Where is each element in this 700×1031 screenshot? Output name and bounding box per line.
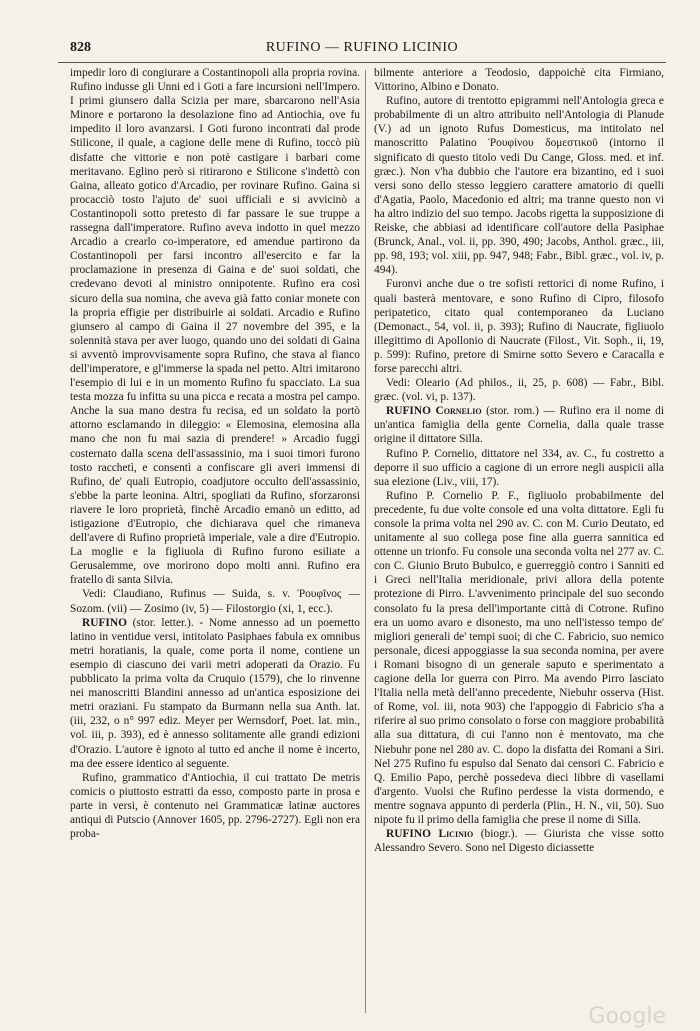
entry-headword: RUFINO Licinio [386,828,474,841]
paragraph-text: Rufino, grammatico d'Antiochia, il cui trattato De metris comicis o piuttosto estratti da esso, composto parte in prosa e parte in versi, è contenuto nei Grammaticæ latinæ auctores antiqui di Putscio (Annover 1605, pp. 2796-2727). Egli non era proba- [70,771,360,841]
paragraph-text: (biogr.). — Giurista che visse sotto Alessandro Severo. Sono nel Digesto diciassette [374,828,664,855]
entry-headword: RUFINO [82,616,127,629]
paragraph [70,616,360,771]
entry-headword: RUFINO Cornelio [386,405,482,418]
paragraph-text: Furonvi anche due o tre sofisti rettorici di nome Rufino, i quali basterà mentovare, e sono Rufino di Cipro, filosofo peripatetico, citato qual contemporaneo da Luciano (Demonact., 54, vol. ii, p. 393); Rufino di Naucrate, figliuolo illegittimo di Apollonio di Naucrate (Filost., Vit. Soph., ii, 19, p. 599): Rufino, pretore di Smirne sotto Severo e Caracalla e forse parecchi altri. [374,278,664,375]
paragraph-text: Rufino P. Cornelio, dittatore nel 334, av. C., fu costretto a deporre il suo ufficio a cagione di un errore negli auspicii alla sua elezione (Liv., viii, 17). [374,447,664,488]
paragraph-text: (stor. letter.). - Nome annesso ad un poemetto latino in ventidue versi, intitolato Pasiphaes fabula ex omnibus metri horatianis, la quale, come porta il nome, contiene un esempio di ciascuno dei varii metri adoperati da Orazio. Fu pubblicato la prima volta da Cruquio (1579), che lo rinvenne nei manoscritti Blandini annesso ad un'antica esposizione dei metri oraziani. Fu stampato da Burmann nella sua Anth. lat. (iii, 232, o n° 997 ediz. Meyer per Wernsdorf, Poet. lat. min., vol. iii, p. 393), ed è annesso solitamente alle grandi edizioni d'Orazio. L'autore è ignoto al tutto ed anche il nome è incerto, ma dee essere identico al seguente. [70,616,360,770]
paragraph-text: Rufino, autore di trentotto epigrammi nell'Antologia greca e probabilmente di un altro attribuito nell'Antologia di Planude (V.) ad un ignoto Rufus Domesticus, ma intitolato nel manoscritto Palatino Ῥουφίνου δομεστικοῦ (intorno il significato di questo titolo vedi Du Cange, Gloss. med. et inf. græc.). Non v'ha dubbio che l'autore era bizantino, ed i suoi versi sono dello stesso leggiero carattere amatorio di quelli d'Agatia, Paolo, Macedonio ed altri; ma tranne questo non vi ha altro indizio del suo tempo. Jacobs rigetta la supposizione di Reiske, che abbiasi ad identificare coll'autore della Pasiphae (Brunck, Anal., vol. ii, pp. 390, 490; Jacobs, Anthol. græc., iii, pp. 98, 193; vol. xiii, pp. 947, 948; Fabr., Bibl. græc., vol. iv, p. 494). [374,95,664,277]
paragraph [374,827,664,855]
paragraph-text: Vedi: Oleario (Ad philos., ii, 25, p. 608) — Fabr., Bibl. græc. (vol. vi, p. 137). [374,377,664,404]
column-divider [365,70,366,1013]
text-columns [58,66,666,1013]
paragraph [374,376,664,404]
watermark: Google [588,1004,666,1029]
running-title: RUFINO — RUFINO LICINIO [265,40,459,55]
paragraph [70,771,360,841]
paragraph-text: Rufino P. Cornelio P. F., figliuolo probabilmente del precedente, fu due volte console ed una volta dittatore. Egli fu console la prima volta nel 290 av. C. con M. Curio Deutato, ed unitamente al suo collega pose fine alla guerra sannitica ed ottenne un trionfo. Fu console una seconda volta nel 277 av. C. con C. Giunio Bruto Bubulco, e guerreggiò contro i Sanniti ed i Greci nell'Italia meridionale, privi allora della potente protezione di Pirro. L'avvenimento principale del suo secondo consolato fu la presa dell'importante città di Cotrone. Rufino era un uomo avaro e disonesto, ma uno nell'istesso tempo de' migliori generali de' tempi suoi; di che C. Fabricio, suo nemico personale, dicesi appoggiasse la sua seconda nomina, per avere i Romani bisogno di un generale saputo e sperimentato a cagione della lor guerra con Pirro. Ma avendo Pirro lasciato l'Italia nella metà dell'anno precedente, Niebuhr osserva (Hist. of Rome, vol. iii, nota 903) che l'appoggio di Fabricio s'ha a riferire al suo primo consolato o forse con maggiore probabilità alla sua dittatura, di cui l'anno non è mentovato, ma che Niebuhr pone nel 280 av. C. dopo la disfatta dei Romani a Siri. Nel 275 Rufino fu espulso dal Senato dai censori C. Fabricio e Q. Emilio Papo, perchè possedeva dieci libbre di vasellami d'argento. Vuolsi che Rufino perdesse la vista dormendo, e mentre sognava appunto di perderla (Plin., H. N., vii, 50). Suo nipote fu il primo della famiglia che prese il nome di Silla. [374,489,664,826]
paragraph [374,277,664,376]
document-page [58,38,666,1013]
paragraph-text: bilmente anteriore a Teodosio, dappoichè cita Firmiano, Vittorino, Albino e Donato. [374,67,664,94]
paragraph [70,587,360,615]
right-column [374,66,664,855]
paragraph [374,66,664,94]
paragraph-text: (stor. rom.) — Rufino era il nome di un'antica famiglia della gente Cornelia, dalla quale trasse origine il dittatore Silla. [374,405,664,446]
left-column [70,66,360,841]
paragraph [374,447,664,489]
paragraph [374,489,664,827]
page-header [58,38,666,63]
paragraph [374,404,664,446]
page-number: 828 [70,40,91,55]
paragraph-text: Vedi: Claudiano, Rufinus — Suida, s. v. Ῥουφῖνος — Sozom. (vii) — Zosimo (iv, 5) — Filostorgio (xi, 1, ecc.). [70,588,360,615]
paragraph-text: impedir loro di congiurare a Costantinopoli alla propria rovina. Rufino indusse gli Unni ed i Goti a fare incursioni nell'Impero. I primi giunsero dalla Scizia per mare, sbarcarono nell'Asia Minore e portarono la desolazione fino ad Antiochia, ove fu impedito il loro avanzarsi. I Goti furono incontrati dal prode Stilicone, il quale, a cagione delle mene di Rufino, toccò più disfatte che vittorie e non potè castigare i barbari come meritavano. Eglino però si ritirarono e Stilicone s'indettò con Gaina, alleato gotico d'Arcadio, per rovinare Rufino. Gaina si procacciò tosto l'ajuto de' suoi ufficiali e si avvicinò a Costantinopoli sotto pretesto di far passare le sue truppe a rassegna dall'imperatore. Rufino aveva indotto in quel mezzo Arcadio a crearlo co-imperatore, ed amendue partirono da Costantinopoli per farsi incontro all'esercito e far la proclamazione in presenza di Gaina e de' suoi soldati, che credevano devoti al ministro onnipotente. Rufino era così sicuro della sua nomina, che aveva già fatto coniar monete con la propria effigie per distribuirle ai soldati. Arcadio e Rufino giunsero al campo di Gaina il 27 novembre del 395, e la solennità stava per aver luogo, quando uno dei soldati di Gaina si avventò improvvisamente sopra Rufino, che stava al fianco dell'imperatore, e gl'immerse la spada nel petto. Altri imitarono l'esempio di lui e in un momento Rufino fu spacciato. La sua testa mozza fu infitta su una picca e recata a mostra pel campo. Anche la sua mano destra fu recisa, ed un soldato la portò attorno esclamando in dileggio: « Elemosina, elemosina alla mano che non fu mai sazia di prendere! » Arcadio fuggì costernato dalla scena dell'assassinio, ma i suoi timori furono tosto racchetì, e consentì a confiscare gli averi immensi di Rufino, de' quali Eutropio, coadjutore occulto dell'assassinio, s'ebbe la parte leonina. Altri, spogliati da Rufino, sforzaronsi riavere le loro proprietà, finchè Arcadio emanò un editto, ad istigazione d'Eutropio, che dichiarava quel che rimaneva dell'avere di Rufino proprietà imperiale, vale a dire d'Eutropio. La moglie e la figliuola di Rufino furono esiliate a Gerusalemme, ove morirono dopo molti anni. Rufino era fratello di santa Silvia. [70,67,360,587]
paragraph [70,66,360,587]
paragraph [374,94,664,277]
